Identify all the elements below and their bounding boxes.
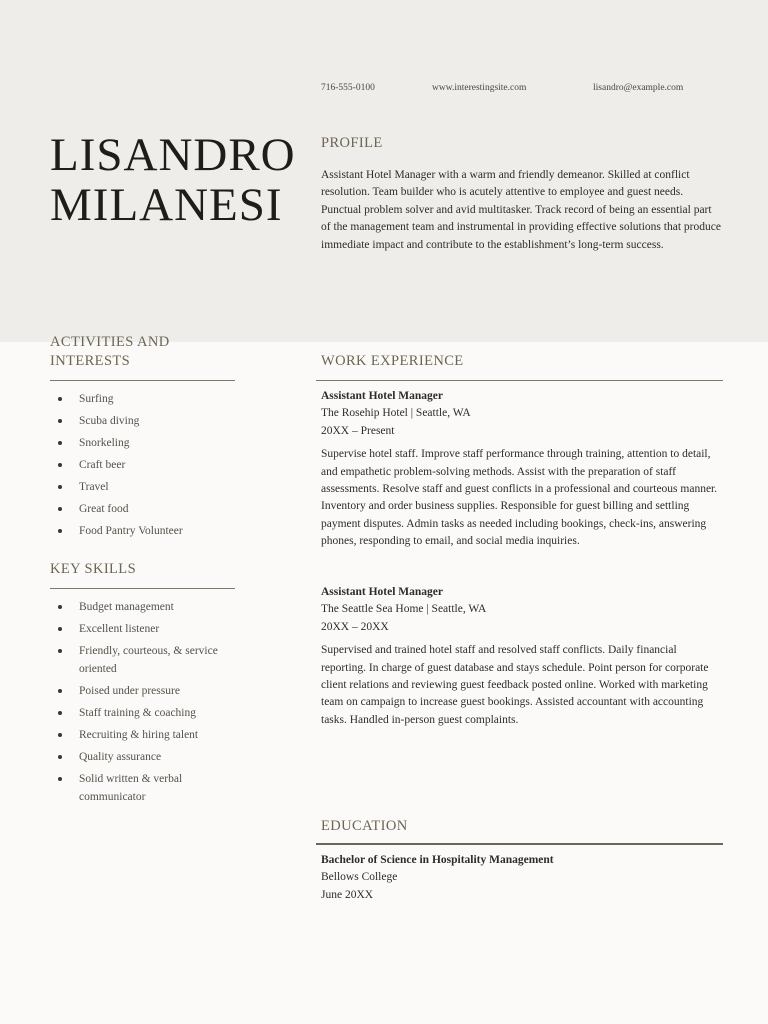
activities-heading bbox=[50, 333, 170, 371]
activities-divider bbox=[50, 380, 235, 381]
skills-list bbox=[50, 598, 230, 810]
bullet-icon bbox=[58, 649, 62, 653]
contact-email[interactable]: lisandro@example.com bbox=[593, 83, 684, 93]
list-item: Scuba diving bbox=[50, 412, 183, 430]
candidate-name bbox=[50, 130, 296, 230]
list-item: Friendly, courteous, & service oriented bbox=[50, 642, 230, 678]
list-item: Budget management bbox=[50, 598, 230, 616]
bullet-icon bbox=[58, 441, 62, 445]
bullet-icon bbox=[58, 733, 62, 737]
bullet-icon bbox=[58, 507, 62, 511]
bullet-icon bbox=[58, 755, 62, 759]
activities-heading-line2: INTERESTS bbox=[50, 353, 131, 369]
job-description: Supervise hotel staff. Improve staff performance through training, attention to detail, and empathetic problem-solving methods. Assist with the preparation of staff assessments. Resolve staff and guest conflicts in a professional and courteous manner. Inventory and order business supplies. Responsible for guest billing and settling payment disputes. Admin tasks as needed including bookings, check-ins, answering phones, responding to email, and social media inquiries. bbox=[321, 448, 718, 548]
list-item: Craft beer bbox=[50, 456, 183, 474]
education-entry bbox=[321, 852, 721, 904]
experience-heading: WORK EXPERIENCE bbox=[321, 353, 464, 369]
bullet-icon bbox=[58, 711, 62, 715]
bullet-icon bbox=[58, 689, 62, 693]
last-name: MILANESI bbox=[50, 179, 283, 231]
bullet-icon bbox=[58, 419, 62, 423]
bullet-icon bbox=[58, 605, 62, 609]
list-item: Poised under pressure bbox=[50, 682, 230, 700]
job-dates: 20XX – 20XX bbox=[321, 620, 389, 633]
first-name: LISANDRO bbox=[50, 129, 296, 181]
activities-list bbox=[50, 390, 183, 544]
education-divider bbox=[316, 843, 723, 845]
activities-heading-line1: ACTIVITIES AND bbox=[50, 334, 170, 350]
list-item: Excellent listener bbox=[50, 620, 230, 638]
job-title: Assistant Hotel Manager bbox=[321, 586, 444, 598]
job-company: The Seattle Sea Home | Seattle, WA bbox=[321, 603, 487, 616]
bullet-icon bbox=[58, 529, 62, 533]
list-item: Snorkeling bbox=[50, 434, 183, 452]
list-item: Solid written & verbal communicator bbox=[50, 770, 230, 806]
job-company: The Rosehip Hotel | Seattle, WA bbox=[321, 407, 471, 420]
bullet-icon bbox=[58, 463, 62, 467]
bullet-icon bbox=[58, 777, 62, 781]
list-item: Travel bbox=[50, 478, 183, 496]
list-item: Food Pantry Volunteer bbox=[50, 522, 183, 540]
contact-phone: 716-555-0100 bbox=[321, 83, 375, 93]
job-entry bbox=[321, 388, 721, 551]
list-item: Surfing bbox=[50, 390, 183, 408]
school: Bellows College bbox=[321, 871, 398, 884]
contact-website[interactable]: www.interestingsite.com bbox=[432, 83, 527, 93]
profile-heading: PROFILE bbox=[321, 135, 383, 151]
bullet-icon bbox=[58, 627, 62, 631]
job-dates: 20XX – Present bbox=[321, 424, 395, 437]
skills-divider bbox=[50, 588, 235, 589]
list-item: Staff training & coaching bbox=[50, 704, 230, 722]
profile-text: Assistant Hotel Manager with a warm and friendly demeanor. Skilled at conflict resolution. Team builder who is acutely attentive to employee and guest needs. Punctual problem solver and avid multitasker. Track record of being an essential part of the management team and instrumental in providing effective solutions that produce immediate impact and contribute to the establishment’s long-term success. bbox=[321, 169, 721, 251]
list-item: Quality assurance bbox=[50, 748, 230, 766]
education-heading: EDUCATION bbox=[321, 818, 408, 834]
degree: Bachelor of Science in Hospitality Management bbox=[321, 854, 554, 866]
job-title: Assistant Hotel Manager bbox=[321, 390, 444, 402]
skills-heading: KEY SKILLS bbox=[50, 561, 137, 577]
experience-divider bbox=[316, 380, 723, 381]
list-item: Great food bbox=[50, 500, 183, 518]
list-item: Recruiting & hiring talent bbox=[50, 726, 230, 744]
bullet-icon bbox=[58, 397, 62, 401]
job-entry bbox=[321, 584, 721, 729]
bullet-icon bbox=[58, 485, 62, 489]
job-description: Supervised and trained hotel staff and resolved staff conflicts. Daily financial reporting. In charge of guest database and stays schedule. Point person for corporate client relations and reviewing guest feedback posted online. Worked with marketing team on campaign to increase guest bookings. Assisted accountant with accounting tasks. Handled in-person guest complaints. bbox=[321, 644, 709, 726]
graduation-date: June 20XX bbox=[321, 888, 374, 901]
